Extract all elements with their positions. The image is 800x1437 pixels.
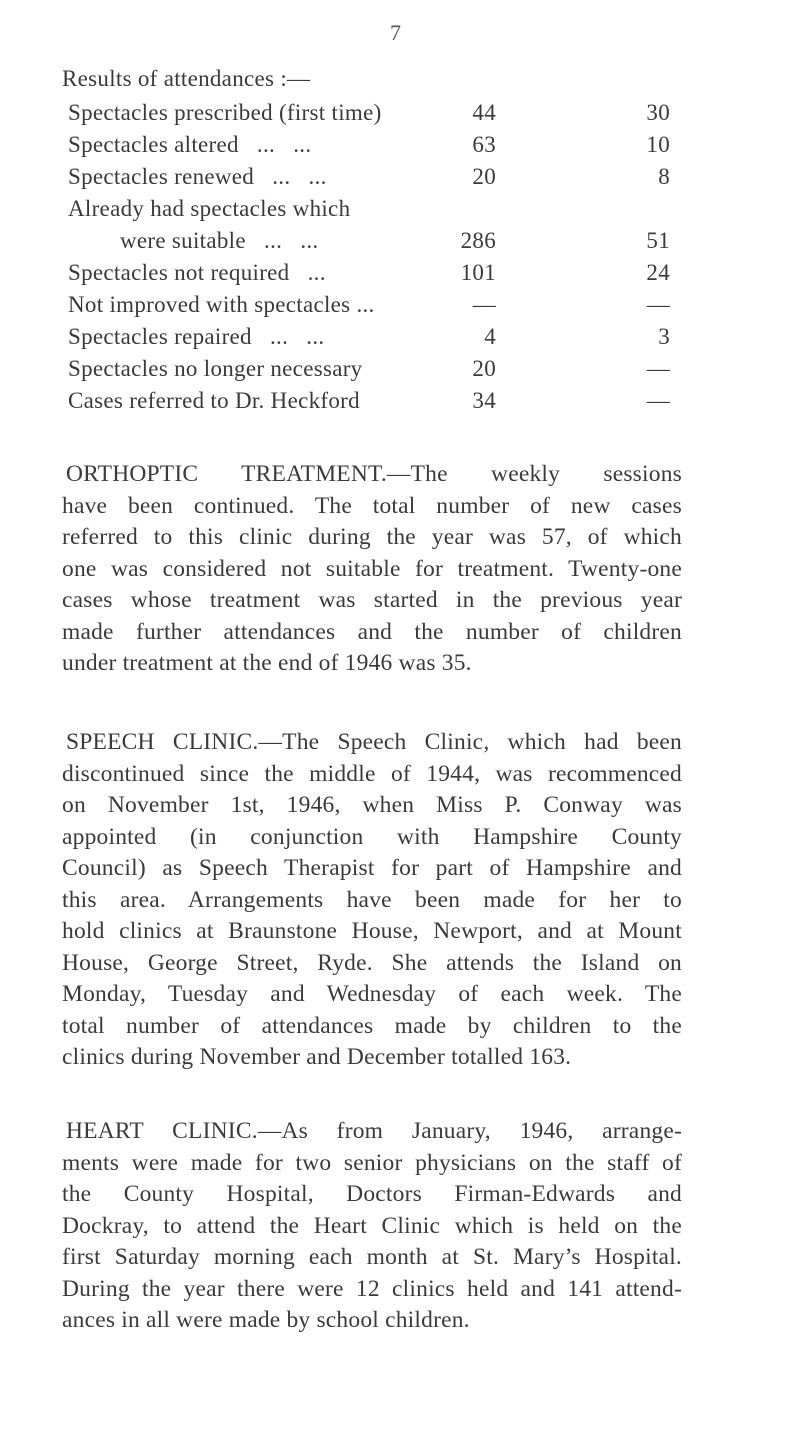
paragraph-line: ances in all were made by school children. <box>62 1307 470 1333</box>
row-value-1: 44 <box>472 100 496 125</box>
row-value-1: — <box>472 292 496 317</box>
paragraph-line: have been continued. The total number of new cases <box>62 492 682 519</box>
row-value-1: 20 <box>472 164 496 189</box>
table-row <box>0 356 800 388</box>
paragraph-line: SPEECH CLINIC.—The Speech Clinic, which had been <box>66 729 682 755</box>
row-label: Already had spectacles which <box>68 196 351 221</box>
page-number: 7 <box>390 20 401 45</box>
paragraph-line: HEART CLINIC.—As from January, 1946, arrange- <box>66 1118 682 1144</box>
row-label: Spectacles repaired ... ... <box>68 324 325 349</box>
paragraph-line: ments were made for two senior physicians on the staff of <box>62 1149 682 1176</box>
paragraph-line: Council) as Speech Therapist for part of Hampshire and <box>62 855 682 881</box>
paragraph-line: referred to this clinic during the year was 57, of which <box>62 524 682 550</box>
table-row <box>0 228 800 260</box>
paragraph-line: ORTHOPTIC TREATMENT.—The weekly sessions <box>66 461 682 487</box>
row-label: Spectacles not required ... <box>68 260 326 285</box>
paragraph-line: appointed (in conjunction with Hampshire County <box>62 823 682 850</box>
table-row <box>0 132 800 164</box>
paragraph-line: During the year there were 12 clinics held and 141 attend- <box>62 1275 682 1302</box>
paragraph-line: Dockray, to attend the Heart Clinic which is held on the <box>62 1212 682 1239</box>
row-value-2: 51 <box>646 228 670 253</box>
row-value-1: 101 <box>460 260 496 285</box>
speech-clinic-paragraph <box>62 727 682 1074</box>
row-value-2: 8 <box>658 164 670 189</box>
table-row <box>0 260 800 292</box>
row-label: were suitable ... ... <box>120 228 319 253</box>
paragraph-line: total number of attendances made by children to the <box>62 1012 682 1039</box>
row-value-2: — <box>646 356 670 381</box>
paragraph-line: hold clinics at Braunstone House, Newport, and at Mount <box>62 918 682 944</box>
row-value-1: 63 <box>472 132 496 157</box>
table-row <box>0 164 800 196</box>
row-label: Spectacles renewed ... ... <box>68 164 327 189</box>
paragraph-line: made further attendances and the number of children <box>62 618 682 645</box>
table-row <box>0 388 800 420</box>
paragraph-line: first Saturday morning each month at St. Mary’s Hospital. <box>62 1244 682 1270</box>
paragraph-line: the County Hospital, Doctors Firman-Edwards and <box>62 1181 682 1207</box>
paragraph-line: cases whose treatment was started in the previous year <box>62 587 682 613</box>
paragraph-line: this area. Arrangements have been made for her to <box>62 886 682 913</box>
paragraph-line: clinics during November and December totalled 163. <box>62 1044 572 1070</box>
row-value-2: 30 <box>646 100 670 125</box>
row-label: Spectacles prescribed (first time) <box>68 100 382 125</box>
row-label: Cases referred to Dr. Heckford <box>68 388 360 413</box>
row-value-2: 24 <box>646 260 670 285</box>
results-heading: Results of attendances :— <box>62 66 311 91</box>
row-value-2: 10 <box>646 132 670 157</box>
row-label: Not improved with spectacles ... <box>68 292 375 317</box>
row-label: Spectacles no longer necessary <box>68 356 363 381</box>
paragraph-line: one was considered not suitable for treatment. Twenty-one <box>62 555 682 582</box>
table-row <box>0 196 800 228</box>
orthoptic-paragraph <box>62 459 682 680</box>
row-value-2: — <box>646 388 670 413</box>
paragraph-line: under treatment at the end of 1946 was 35. <box>62 650 472 676</box>
paragraph-line: House, George Street, Ryde. She attends the Island on <box>62 949 682 976</box>
row-value-1: 34 <box>472 388 496 413</box>
row-value-2: — <box>646 292 670 317</box>
table-row <box>0 100 800 132</box>
row-value-1: 4 <box>484 324 496 349</box>
row-value-1: 20 <box>472 356 496 381</box>
heart-clinic-paragraph <box>62 1116 682 1337</box>
row-value-2: 3 <box>658 324 670 349</box>
table-row <box>0 292 800 324</box>
paragraph-line: on November 1st, 1946, when Miss P. Conway was <box>62 792 682 818</box>
paragraph-line: Monday, Tuesday and Wednesday of each week. The <box>62 981 682 1007</box>
row-value-1: 286 <box>460 228 496 253</box>
row-label: Spectacles altered ... ... <box>68 132 312 157</box>
paragraph-line: discontinued since the middle of 1944, was recommenced <box>62 760 682 787</box>
table-row <box>0 324 800 356</box>
